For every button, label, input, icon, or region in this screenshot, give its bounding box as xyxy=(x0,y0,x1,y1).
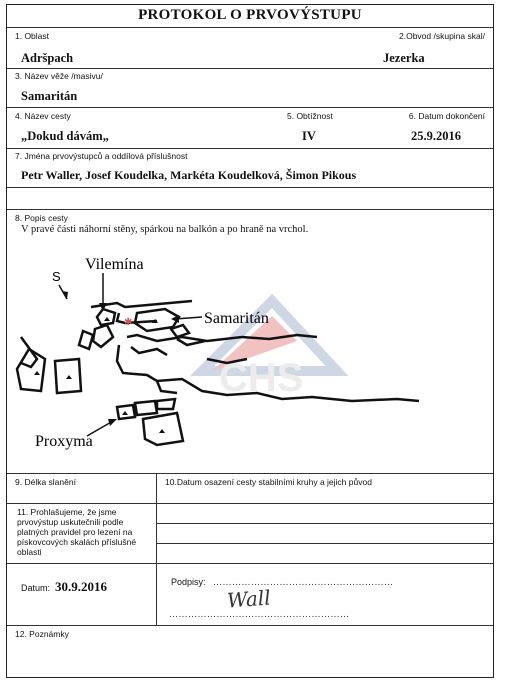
oblast-value: Adršpach xyxy=(21,51,74,65)
vez-value: Samaritán xyxy=(21,89,78,103)
proxyma-arrow xyxy=(87,421,113,436)
datum-dokonceni-value: 25.9.2016 xyxy=(411,129,461,143)
delka-label: 9. Délka slanění xyxy=(15,477,76,487)
oblast-label: 1. Oblast xyxy=(15,31,50,41)
datum-label: Datum: xyxy=(21,583,51,593)
tower-side xyxy=(171,325,189,337)
tower-left-block xyxy=(55,359,81,393)
protocol-form xyxy=(6,4,494,678)
divider xyxy=(7,473,493,474)
signature-line-1: ………………………………………………… xyxy=(213,577,394,587)
tower-bottom-large xyxy=(143,413,183,445)
vez-label: 3. Název věže /masivu/ xyxy=(15,71,103,81)
tower-shapes xyxy=(17,309,189,445)
vilemina-label: Vilemína xyxy=(85,256,144,273)
divider xyxy=(156,473,157,563)
cesta-value: „Dokud dávám„ xyxy=(21,129,109,143)
osazeni-label: 10.Datum osazení cesty stabilními kruhy a jejich původ xyxy=(165,477,372,487)
prohlaseni-label: 11. Prohlašujeme, že jsme prvovýstup uskutečnili podle platných pravidel pro lezení na pískovcových skalách příslušné oblasti xyxy=(17,507,137,557)
tower-vilemina xyxy=(97,309,115,325)
divider xyxy=(7,187,493,188)
cesta-label: 4. Název cesty xyxy=(15,111,71,121)
tower-far-left xyxy=(17,349,45,391)
obvod-value: Jezerka xyxy=(383,51,425,65)
obtiznost-value: IV xyxy=(302,129,316,143)
popis-value: V pravé části náhorní stěny, spárkou na balkón a po hraně na vrchol. xyxy=(21,224,309,235)
north-label: S xyxy=(52,269,61,284)
signature-line-2: ………………………………………………… xyxy=(169,609,350,619)
divider xyxy=(7,148,493,149)
divider xyxy=(156,523,493,524)
poznamky-label: 12. Poznámky xyxy=(15,629,69,639)
popis-label: 8. Popis cesty xyxy=(15,213,68,223)
datum-value: 30.9.2016 xyxy=(55,579,107,594)
tower-bottom-small xyxy=(157,399,175,409)
obvod-label: 2.Obvod /skupina skal/ xyxy=(399,31,485,41)
divider xyxy=(7,68,493,69)
tower-proxyma-2 xyxy=(135,401,157,415)
proxyma-label: Proxyma xyxy=(35,433,93,450)
route-start-marker: ✱ xyxy=(124,317,133,328)
datum-dokonceni-label: 6. Datum dokončení xyxy=(408,111,485,121)
divider xyxy=(7,209,493,210)
divider xyxy=(7,503,493,504)
tower-small xyxy=(93,325,113,347)
divider xyxy=(7,625,493,626)
watermark-text: CHS xyxy=(219,356,304,400)
prvovystupci-value: Petr Waller, Josef Koudelka, Markéta Koudelková, Šimon Pikous xyxy=(21,168,357,182)
signature: Wall xyxy=(226,585,272,613)
obtiznost-label: 5. Obtížnost xyxy=(287,111,333,121)
divider xyxy=(156,543,493,544)
tower-proxyma xyxy=(117,405,135,419)
divider xyxy=(7,107,493,108)
divider xyxy=(156,563,157,625)
samaritan-label: Samaritán xyxy=(204,310,269,327)
prvovystupci-label: 7. Jména prvovýstupců a oddílová příslušnost xyxy=(15,151,188,161)
tower-left-slab xyxy=(79,331,93,349)
divider xyxy=(7,27,493,28)
podpisy-label: Podpisy: xyxy=(171,577,206,587)
route-sketch xyxy=(7,241,493,471)
divider xyxy=(7,563,493,564)
page-title: PROTOKOL O PRVOVÝSTUPU xyxy=(138,7,362,23)
